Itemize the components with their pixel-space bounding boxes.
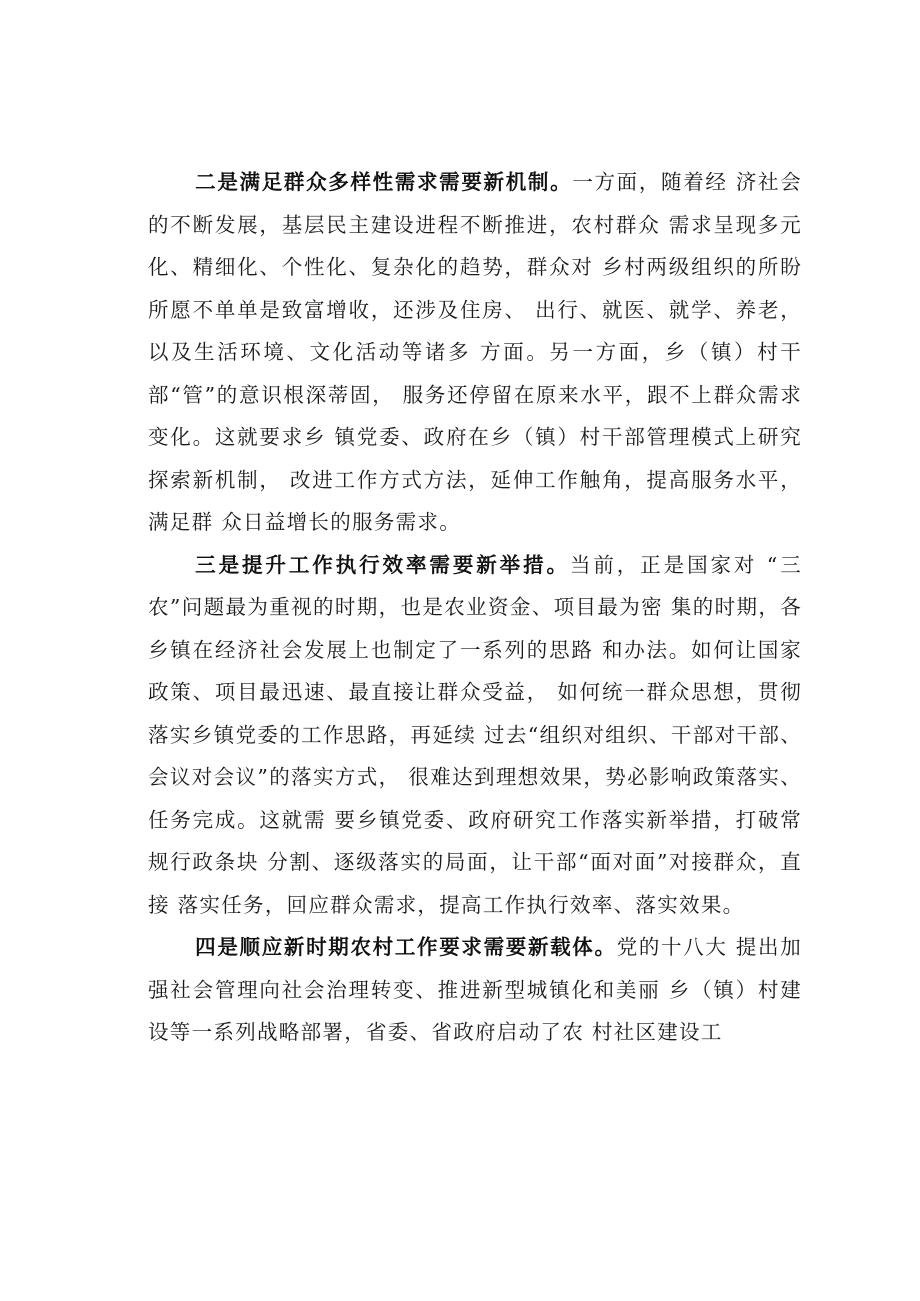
paragraph-heading: 三是提升工作执行效率需要新举措。 [195,552,570,577]
paragraph-new-carrier [148,926,802,1054]
paragraph-new-mechanism [148,161,802,544]
paragraph-text: 党的十八大 提出加强社会管理向社会治理转变、推进新型城镇化和美丽 乡（镇）村建设等一系列战略部署，省委、省政府启动了农 村社区建设工 [148,935,802,1044]
paragraph-heading: 二是满足群众多样性需求需要新机制。 [195,170,573,194]
paragraph-new-measures [148,544,802,927]
paragraph-text: 当前，正是国家对 “三农”问题最为重视的时期，也是农业资金、项目最为密 集的时期，各乡镇在经济社会发展上也制定了一系列的思路 和办法。如何让国家政策、项目最迅速、最直接让群众受益， 如何统一群众思想，贯彻落实乡镇党委的工作思路，再延续 过去“组织对组织、干部对干部、会议对会议”的落实方式， 很难达到理想效果，势必影响政策落实、任务完成。这就需 要乡镇党委、政府研究工作落实新举措，打破常规行政条块 分割、逐级落实的局面，让干部“面对面”对接群众，直接 落实任务，回应群众需求，提高工作执行效率、落实效果。 [148,552,802,917]
paragraph-text: 一方面，随着经 济社会的不断发展，基层民主建设进程不断推进，农村群众 需求呈现多元化、精细化、个性化、复杂化的趋势，群众对 乡村两级组织的所盼所愿不单单是致富增收，还涉及住房、 出行、就医、就学、养老，以及生活环境、文化活动等诸多 方面。另一方面，乡（镇）村干部“管”的意识根深蒂固， 服务还停留在原来水平，跟不上群众需求变化。这就要求乡 镇党委、政府在乡（镇）村干部管理模式上研究探索新机制， 改进工作方式方法，延伸工作触角，提高服务水平，满足群 众日益增长的服务需求。 [148,170,802,534]
paragraph-heading: 四是顺应新时期农村工作要求需要新载体。 [195,935,617,959]
document-body [148,161,802,1054]
